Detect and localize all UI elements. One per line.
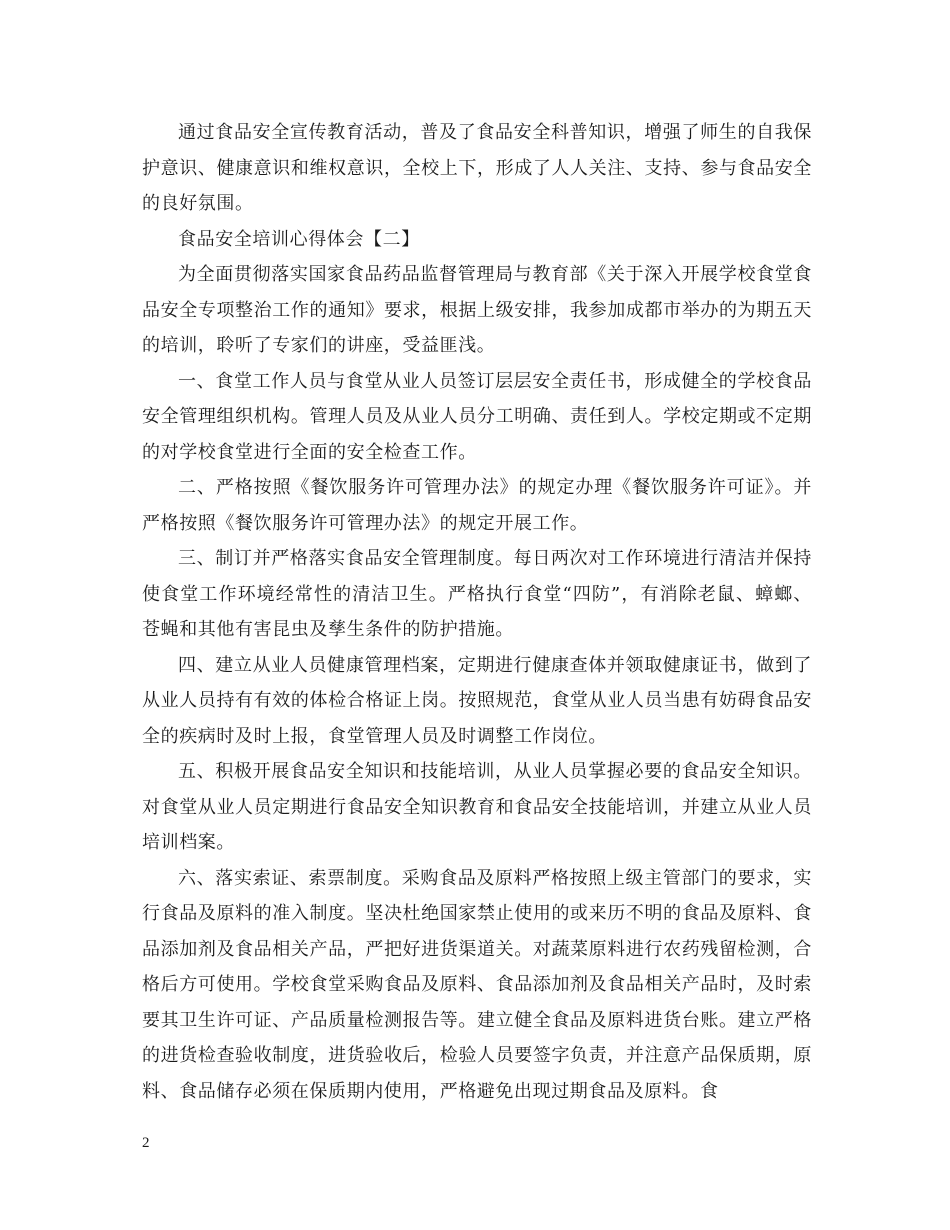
paragraph-item-4: 四、建立从业人员健康管理档案，定期进行健康查体并领取健康证书，做到了从业人员持有有效的体检合格证上岗。按照规范，食堂从业人员当患有妨碍食品安全的疾病时及时上报，食堂管理人员及时调整工作岗位。 bbox=[142, 654, 812, 747]
page-number: 2 bbox=[142, 1135, 150, 1151]
paragraph-item-6: 六、落实索证、索票制度。采购食品及原料严格按照上级主管部门的要求，实行食品及原料的准入制度。坚决杜绝国家禁止使用的或来历不明的食品及原料、食品添加剂及食品相关产品，严把好进货渠道关。对蔬菜原料进行农药残留检测，合格后方可使用。学校食堂采购食品及原料、食品添加剂及食品相关产品时，及时索要其卫生许可证、产品质量检测报告等。建立健全食品及原料进货台账。建立严格的进货检查验收制度，进货验收后，检验人员要签字负责，并注意产品保质期，原料、食品储存必须在保质期内使用，严格避免出现过期食品及原料。食 bbox=[142, 867, 812, 1102]
paragraph-intro-summary: 通过食品安全宣传教育活动，普及了食品安全科普知识，增强了师生的自我保护意识、健康意识和维权意识，全校上下，形成了人人关注、支持、参与食品安全的良好氛围。 bbox=[142, 122, 812, 214]
paragraph-item-2: 二、严格按照《餐饮服务许可管理办法》的规定办理《餐饮服务许可证》。并严格按照《餐饮服务许可管理办法》的规定开展工作。 bbox=[142, 477, 812, 534]
document-body bbox=[142, 115, 812, 1109]
paragraph-background: 为全面贯彻落实国家食品药品监督管理局与教育部《关于深入开展学校食堂食品安全专项整治工作的通知》要求，根据上级安排，我参加成都市举办的为期五天的培训，聆听了专家们的讲座，受益匪浅。 bbox=[142, 264, 812, 356]
section-heading: 食品安全培训心得体会【二】 bbox=[178, 228, 420, 250]
paragraph-item-5: 五、积极开展食品安全知识和技能培训，从业人员掌握必要的食品安全知识。对食堂从业人员定期进行食品安全知识教育和食品安全技能培训，并建立从业人员培训档案。 bbox=[142, 761, 812, 853]
paragraph-item-3: 三、制订并严格落实食品安全管理制度。每日两次对工作环境进行清洁并保持使食堂工作环境经常性的清洁卫生。严格执行食堂“四防”，有消除老鼠、蟑螂、苍蝇和其他有害昆虫及孳生条件的防护措施。 bbox=[142, 548, 812, 640]
paragraph-item-1: 一、食堂工作人员与食堂从业人员签订层层安全责任书，形成健全的学校食品安全管理组织机构。管理人员及从业人员分工明确、责任到人。学校定期或不定期的对学校食堂进行全面的安全检查工作。 bbox=[142, 370, 812, 463]
